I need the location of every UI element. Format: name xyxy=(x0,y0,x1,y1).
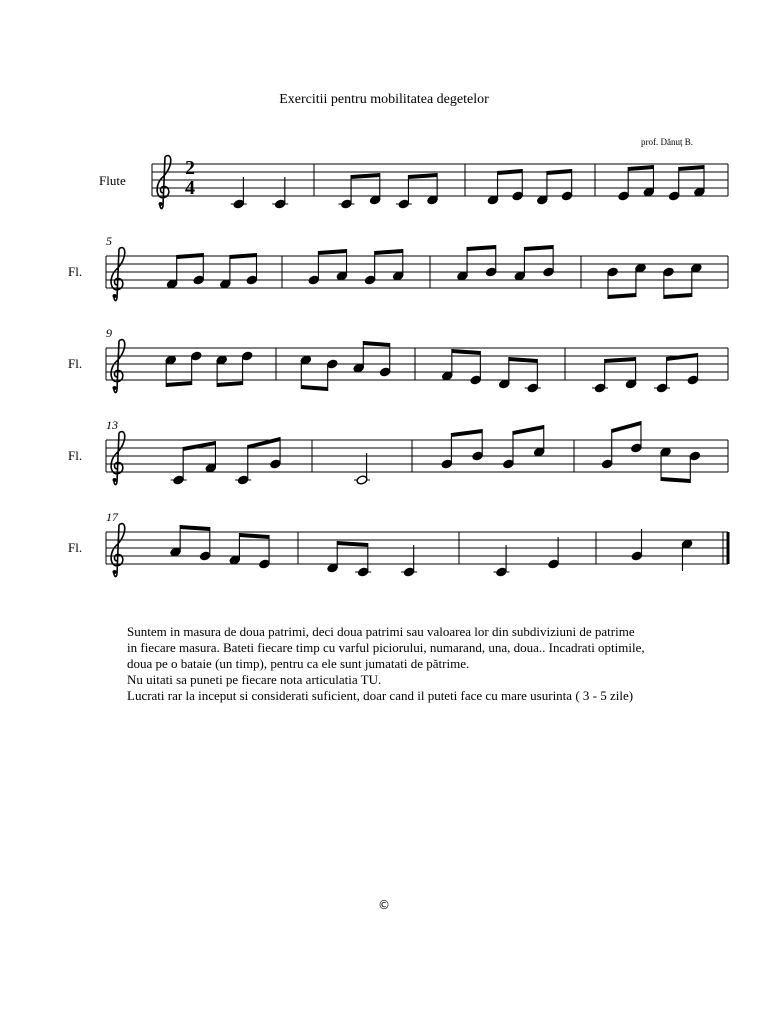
eighth-beam xyxy=(451,429,482,437)
treble-clef-dot xyxy=(159,202,163,206)
eighth-beam xyxy=(679,165,704,171)
eighth-beam xyxy=(498,169,523,175)
measure-number-13: 13 xyxy=(106,418,118,432)
eighth-beam xyxy=(612,421,641,433)
instruction-line: doua pe o bataie (un timp), pentru ca ele sunt jumatati de pătrime. xyxy=(127,656,470,671)
measure-number-9: 9 xyxy=(106,326,112,340)
treble-clef-dot xyxy=(113,386,117,390)
instruction-line: in fiecare masura. Bateti fiecare timp cu varful piciorului, numarand, una, doua.. Incadrati optimile, xyxy=(127,640,645,655)
eighth-beam xyxy=(467,245,496,251)
eighth-beam xyxy=(351,173,380,179)
instrument-label-fl-2: Fl. xyxy=(68,264,83,279)
page-title: Exercitii pentru mobilitatea degetelor xyxy=(279,92,489,107)
eighth-beam xyxy=(661,477,690,483)
eighth-beam xyxy=(248,437,280,449)
measure-number-17: 17 xyxy=(106,510,118,524)
eighth-beam xyxy=(513,425,544,435)
treble-clef-dot xyxy=(113,570,117,574)
treble-clef-dot xyxy=(113,478,117,482)
copyright-symbol: © xyxy=(378,898,390,912)
eighth-beam xyxy=(547,169,572,175)
eighth-beam xyxy=(318,249,346,255)
instruction-line: Nu uitati sa puneti pe fiecare nota articulatia TU. xyxy=(127,672,382,687)
eighth-beam xyxy=(509,357,537,363)
time-signature-denominator: 4 xyxy=(185,177,195,199)
instrument-label-flute: Flute xyxy=(99,173,126,188)
eighth-beam xyxy=(375,249,403,255)
eighth-beam xyxy=(608,293,636,299)
time-signature-numerator: 2 xyxy=(185,157,195,179)
instruction-line: Lucrati rar la inceput si considerati suficient, doar cand il puteti face cu mare usurinta ( 3 - 5 zile) xyxy=(127,688,634,703)
eighth-beam xyxy=(408,173,437,179)
eighth-beam xyxy=(239,533,269,539)
instructions-block xyxy=(127,624,747,704)
eighth-beam xyxy=(524,245,553,251)
eighth-beam xyxy=(337,541,368,547)
eighth-beam xyxy=(605,357,636,363)
measure-number-5: 5 xyxy=(106,234,112,248)
composer-credit: prof. Dănuț B. xyxy=(641,137,693,147)
eighth-beam xyxy=(180,525,210,531)
eighth-beam xyxy=(177,253,204,259)
treble-clef-dot xyxy=(113,294,117,298)
eighth-beam xyxy=(628,165,653,171)
instrument-label-fl-5: Fl. xyxy=(68,540,83,555)
eighth-beam xyxy=(166,381,191,387)
eighth-beam xyxy=(667,353,698,361)
eighth-beam xyxy=(230,253,257,259)
eighth-beam xyxy=(452,349,481,355)
eighth-beam xyxy=(664,293,692,299)
eighth-beam xyxy=(217,381,242,387)
eighth-beam xyxy=(301,385,327,391)
instruction-line: Suntem in masura de doua patrimi, deci doua patrimi sau valoarea lor din subdiviziuni de patrime xyxy=(127,624,635,639)
instrument-label-fl-4: Fl. xyxy=(68,448,83,463)
eighth-beam xyxy=(363,341,389,347)
instrument-label-fl-3: Fl. xyxy=(68,356,83,371)
eighth-beam xyxy=(183,441,215,451)
